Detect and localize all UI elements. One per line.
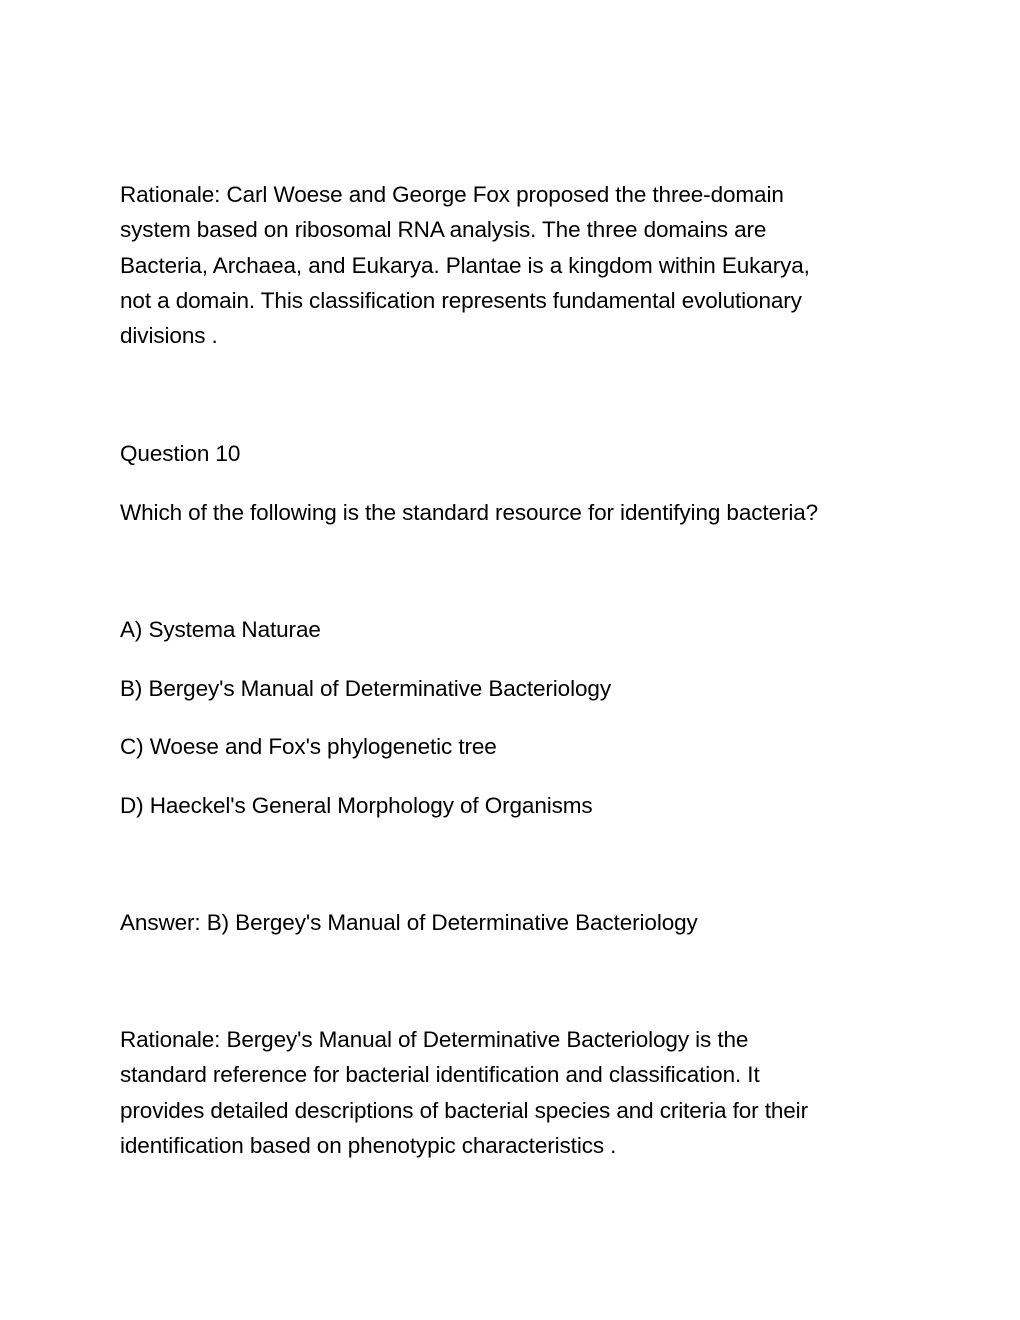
question-text: Which of the following is the standard resource for identifying bacteria? — [120, 500, 819, 525]
option-a: A) Systema Naturae — [120, 617, 321, 642]
rationale-line: identification based on phenotypic characteristics . — [120, 1132, 617, 1158]
previous-rationale-line: not a domain. This classification represents fundamental evolutionary — [120, 287, 802, 313]
answer-line: Answer: B) Bergey's Manual of Determinative Bacteriology — [120, 910, 698, 935]
previous-rationale-line: Rationale: Carl Woese and George Fox proposed the three-domain — [120, 182, 784, 207]
question-heading: Question 10 — [120, 441, 241, 466]
previous-rationale-line: Bacteria, Archaea, and Eukarya. Plantae is a kingdom within Eukarya, — [120, 252, 810, 278]
rationale-line: provides detailed descriptions of bacterial species and criteria for their — [120, 1097, 808, 1123]
rationale-line: Rationale: Bergey's Manual of Determinative Bacteriology is the — [120, 1027, 749, 1052]
rationale-line: standard reference for bacterial identification and classification. It — [120, 1062, 760, 1088]
option-d: D) Haeckel's General Morphology of Organisms — [120, 793, 593, 818]
previous-rationale-paragraph — [120, 177, 910, 353]
previous-rationale-line: system based on ribosomal RNA analysis. The three domains are — [120, 217, 767, 243]
option-c: C) Woese and Fox's phylogenetic tree — [120, 734, 497, 759]
rationale-paragraph — [120, 1022, 910, 1163]
previous-rationale-line: divisions . — [120, 323, 218, 349]
option-b: B) Bergey's Manual of Determinative Bacteriology — [120, 676, 611, 701]
